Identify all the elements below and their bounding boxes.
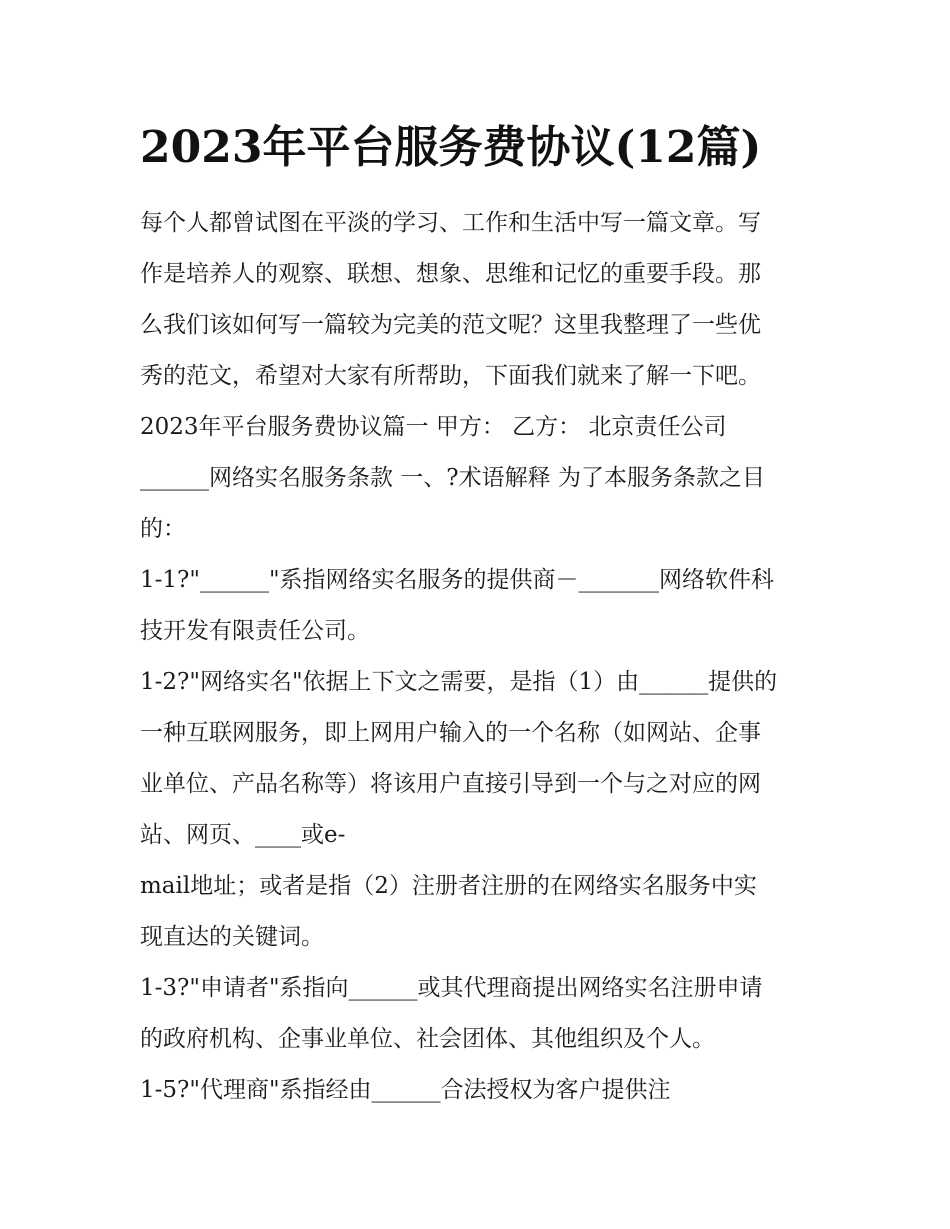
body-line: 2023年平台服务费协议篇一 甲方： 乙方： 北京责任公司 xyxy=(140,414,727,440)
body-line: 每个人都曾试图在平淡的学习、工作和生活中写一篇文章。写 xyxy=(140,210,761,236)
body-line: 业单位、产品名称等）将该用户直接引导到一个与之对应的网 xyxy=(140,771,761,797)
body-line: 1-1?"______"系指网络实名服务的提供商－_______网络软件科 xyxy=(140,567,775,593)
document-body xyxy=(140,198,820,1116)
body-line: 的： xyxy=(140,516,186,542)
body-line: 的政府机构、企事业单位、社会团体、其他组织及个人。 xyxy=(140,1026,715,1052)
body-line: 么我们该如何写一篇较为完美的范文呢？这里我整理了一些优 xyxy=(140,312,761,338)
body-line: 一种互联网服务，即上网用户输入的一个名称（如网站、企事 xyxy=(140,720,761,746)
body-line: 技开发有限责任公司。 xyxy=(140,618,370,644)
body-line: 现直达的关键词。 xyxy=(140,924,324,950)
document-title: 2023年平台服务费协议(12篇) xyxy=(140,122,762,173)
body-line: 1-3?"申请者"系指向______或其代理商提出网络实名注册申请 xyxy=(140,975,763,1001)
body-line: 秀的范文，希望对大家有所帮助，下面我们就来了解一下吧。 xyxy=(140,363,761,389)
body-line: 站、网页、____或e- xyxy=(140,822,346,848)
body-line: mail地址；或者是指（2）注册者注册的在网络实名服务中实 xyxy=(140,873,757,899)
body-line: 1-5?"代理商"系指经由______合法授权为客户提供注 xyxy=(140,1077,671,1103)
body-line: 作是培养人的观察、联想、想象、思维和记忆的重要手段。那 xyxy=(140,261,761,287)
body-line: ______网络实名服务条款 一、?术语解释 为了本服务条款之目 xyxy=(140,465,765,491)
body-line: 1-2?"网络实名"依据上下文之需要，是指（1）由______提供的 xyxy=(140,669,778,695)
